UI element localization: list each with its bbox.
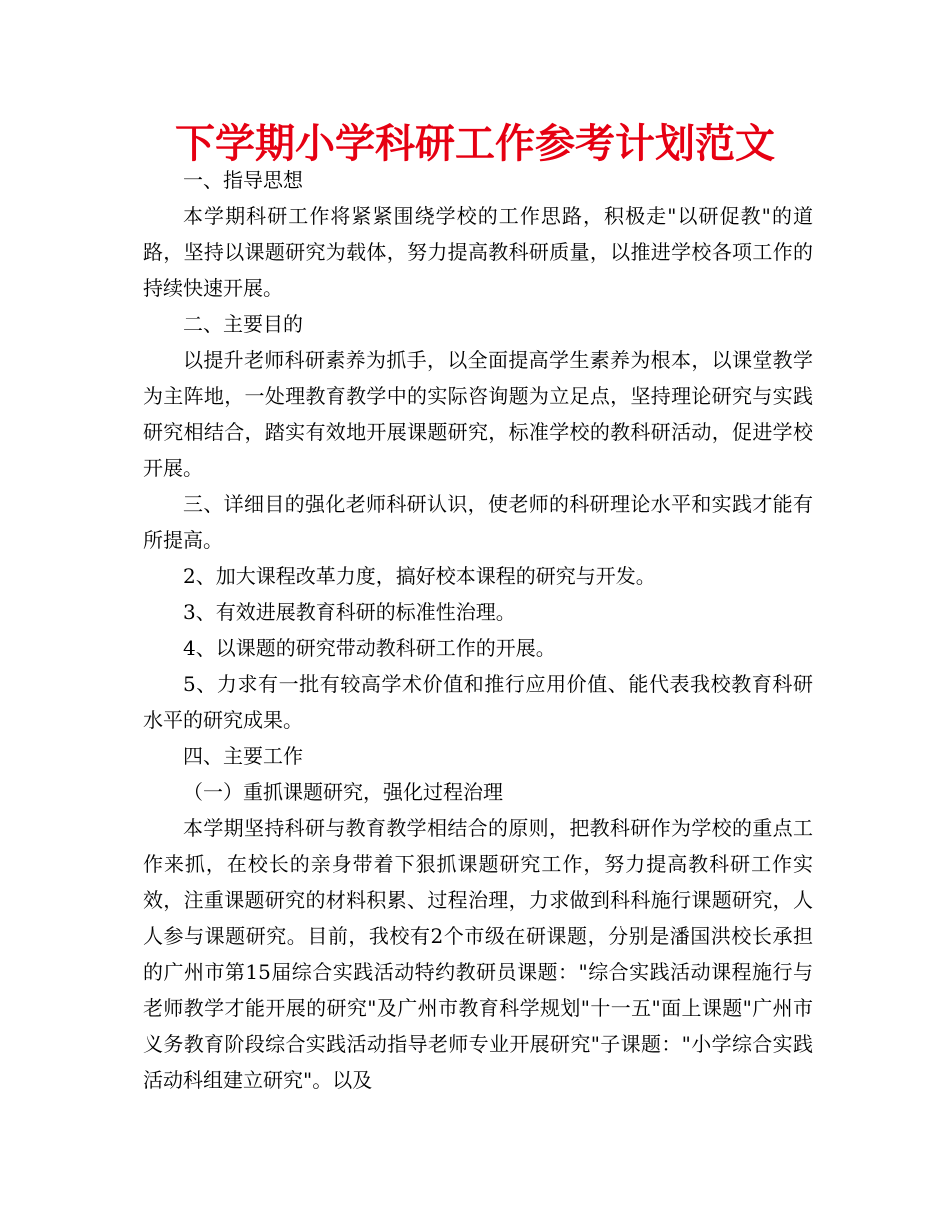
list-item-goal-2: 2、加大课程改革力度，搞好校本课程的研究与开发。	[183, 564, 656, 588]
list-item-goal-3: 3、有效进展教育科研的标准性治理。	[183, 600, 516, 624]
list-item-goal-4: 4、以课题的研究带动教科研工作的开展。	[183, 636, 556, 660]
list-item-goal-1: 三、详细目的强化老师科研认识，使老师的科研理论水平和实践才能有所提高。	[143, 492, 813, 552]
list-item-goal-5: 5、力求有一批有较高学术价值和推行应用价值、能代表我校教育科研水平的研究成果。	[143, 672, 813, 732]
document-body	[143, 162, 813, 1098]
section-heading-guiding-thought: 一、指导思想	[183, 168, 303, 192]
paragraph-guiding-thought: 本学期科研工作将紧紧围绕学校的工作思路，积极走"以研促教"的道路，坚持以课题研究为载体，努力提高教科研质量，以推进学校各项工作的持续快速开展。	[143, 204, 813, 300]
subsection-heading-topic-research: （一）重抓课题研究，强化过程治理	[183, 780, 503, 804]
document-title: 下学期小学科研工作参考计划范文	[175, 121, 775, 167]
section-heading-main-work: 四、主要工作	[183, 744, 303, 768]
paragraph-main-goals: 以提升老师科研素养为抓手，以全面提高学生素养为根本，以课堂教学为主阵地，一处理教育教学中的实际咨询题为立足点，坚持理论研究与实践研究相结合，踏实有效地开展课题研究，标准学校的教科研活动，促进学校开展。	[143, 348, 813, 480]
paragraph-topic-research: 本学期坚持科研与教育教学相结合的原则，把教科研作为学校的重点工作来抓，在校长的亲身带着下狠抓课题研究工作，努力提高教科研工作实效，注重课题研究的材料积累、过程治理，力求做到科科施行课题研究，人人参与课题研究。目前，我校有2个市级在研课题，分别是潘国洪校长承担的广州市第15届综合实践活动特约教研员课题："综合实践活动课程施行与老师教学才能开展的研究"及广州市教育科学规划"十一五"面上课题"广州市义务教育阶段综合实践活动指导老师专业开展研究"子课题："小学综合实践活动科组建立研究"。以及	[143, 816, 813, 1092]
section-heading-main-goals: 二、主要目的	[183, 312, 303, 336]
